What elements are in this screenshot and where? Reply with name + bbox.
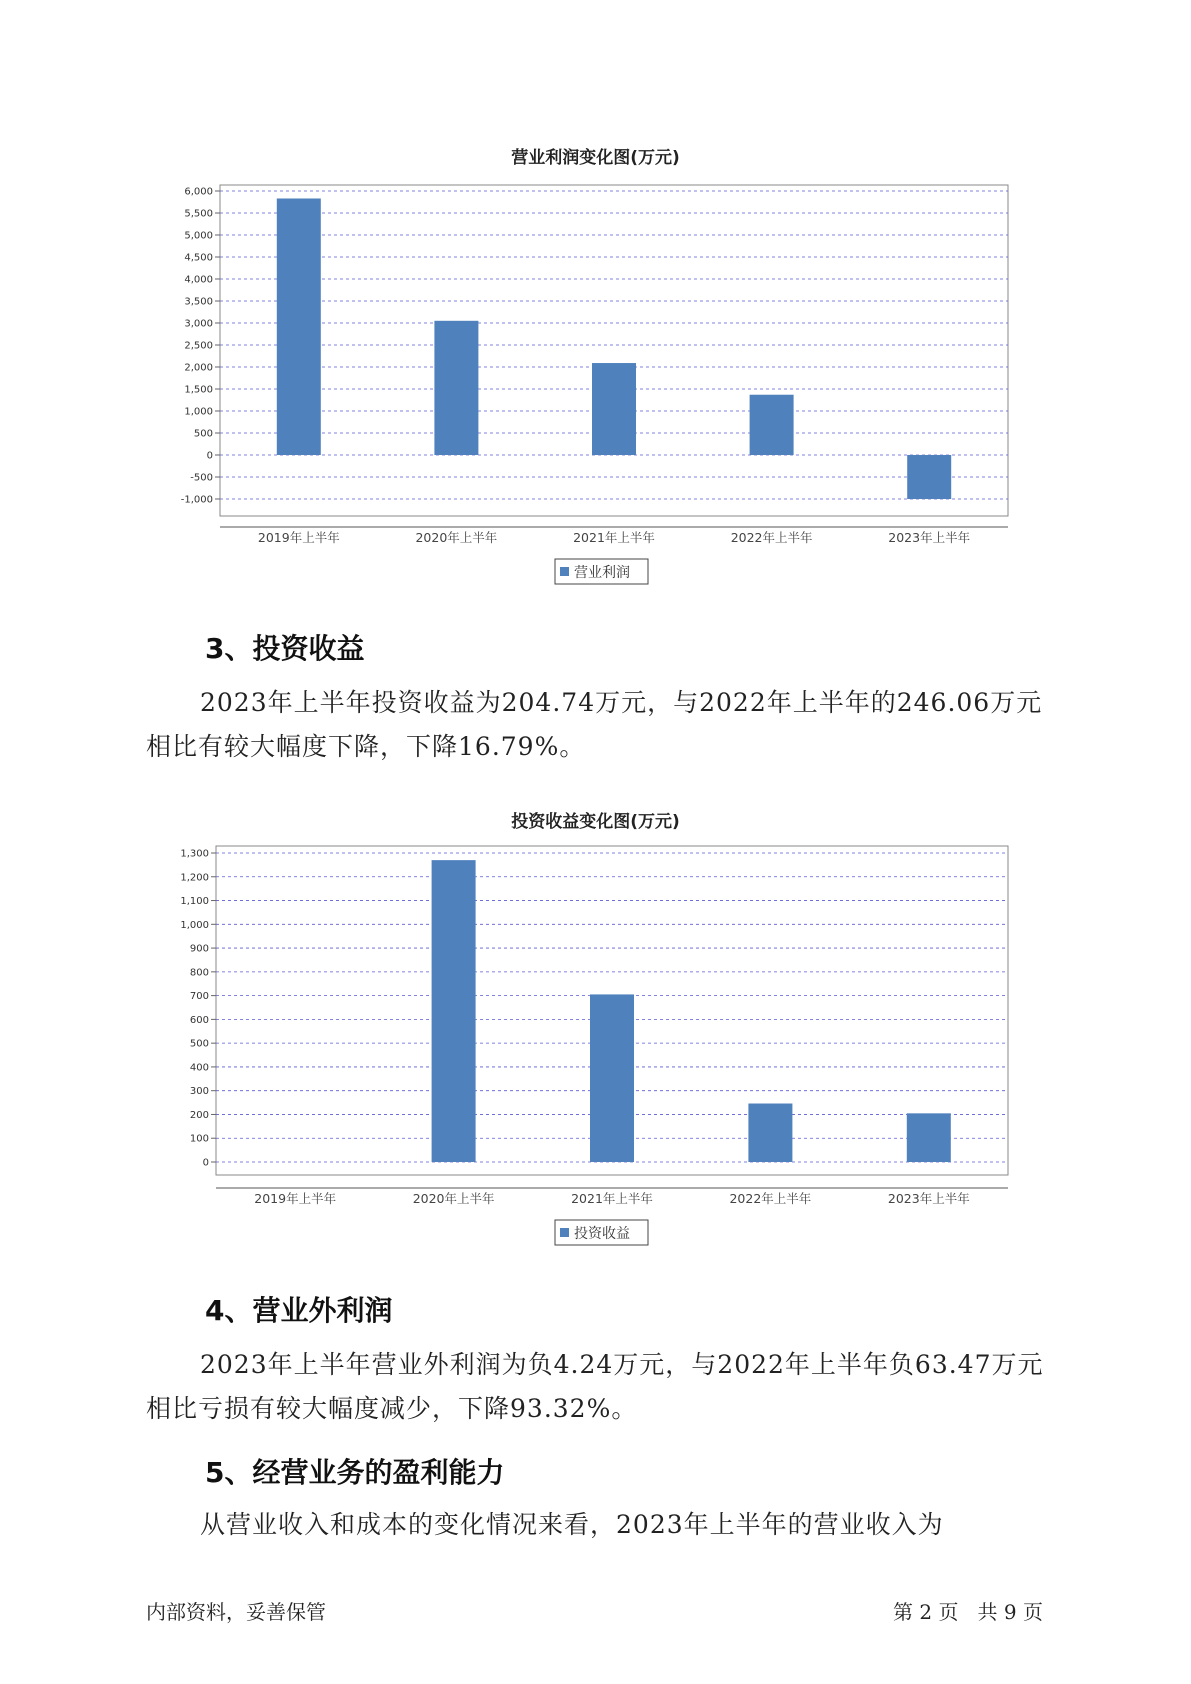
footer-page-number: 第 2 页 共 9 页 xyxy=(893,1600,1043,1624)
y-tick-label: 500 xyxy=(189,1038,209,1050)
section-heading-profitability: 5、经营业务的盈利能力 xyxy=(205,1456,505,1489)
y-tick-label: 400 xyxy=(189,1062,209,1074)
y-tick-label: 5,500 xyxy=(184,208,213,220)
chart-title-operating-profit: 营业利润变化图(万元) xyxy=(511,148,680,168)
section-heading-non-operating-profit: 4、营业外利润 xyxy=(205,1294,393,1327)
y-tick-label: 900 xyxy=(189,943,209,955)
category-label: 2022年上半年 xyxy=(730,530,813,545)
paragraph-line: 相比有较大幅度下降，下降16.79%。 xyxy=(146,732,586,761)
category-label: 2022年上半年 xyxy=(729,1191,812,1206)
paragraph-line: 2023年上半年营业外利润为负4.24万元，与2022年上半年负63.47万元 xyxy=(200,1350,1044,1379)
legend-swatch xyxy=(560,1228,569,1237)
legend-label: 投资收益 xyxy=(574,1226,630,1242)
category-label: 2019年上半年 xyxy=(257,530,340,545)
y-tick-label: -1,000 xyxy=(180,494,213,506)
category-label: 2021年上半年 xyxy=(571,1191,653,1206)
chart-title-investment-income: 投资收益变化图(万元) xyxy=(511,812,680,832)
y-tick-label: 1,300 xyxy=(180,848,209,860)
paragraph-line: 相比亏损有较大幅度减少，下降93.32%。 xyxy=(146,1394,638,1423)
footer-confidential: 内部资料，妥善保管 xyxy=(146,1600,326,1624)
y-tick-label: 100 xyxy=(189,1133,209,1145)
y-tick-label: 1,000 xyxy=(180,919,209,931)
y-tick-label: 5,000 xyxy=(184,230,213,242)
y-tick-label: 4,500 xyxy=(184,252,213,264)
y-tick-label: 1,000 xyxy=(184,406,213,418)
y-tick-label: 300 xyxy=(189,1086,209,1098)
y-tick-label: 3,500 xyxy=(184,296,213,308)
bar xyxy=(907,1113,951,1162)
legend-label: 营业利润 xyxy=(574,565,630,581)
category-label: 2023年上半年 xyxy=(887,1191,970,1206)
y-tick-label: 1,100 xyxy=(180,896,209,908)
y-tick-label: 2,500 xyxy=(184,340,213,352)
y-tick-label: 2,000 xyxy=(184,362,213,374)
paragraph-line: 2023年上半年投资收益为204.74万元，与2022年上半年的246.06万元 xyxy=(200,688,1043,717)
y-tick-label: 4,000 xyxy=(184,274,213,286)
y-tick-label: 0 xyxy=(202,1157,209,1169)
y-tick-label: 700 xyxy=(189,991,209,1003)
paragraph-non-operating-profit xyxy=(146,1343,1066,1431)
category-label: 2020年上半年 xyxy=(415,530,498,545)
y-tick-label: 800 xyxy=(189,967,209,979)
paragraph-profitability xyxy=(146,1503,1066,1547)
y-tick-label: 500 xyxy=(193,428,213,440)
bar xyxy=(748,1104,792,1162)
y-tick-label: 1,500 xyxy=(184,384,213,396)
paragraph-line: 从营业收入和成本的变化情况来看，2023年上半年的营业收入为 xyxy=(200,1510,944,1539)
category-label: 2019年上半年 xyxy=(254,1191,337,1206)
y-tick-label: -500 xyxy=(190,472,213,484)
section-heading-investment-income: 3、投资收益 xyxy=(205,632,365,665)
y-tick-label: 600 xyxy=(189,1014,209,1026)
category-label: 2021年上半年 xyxy=(573,530,655,545)
bar xyxy=(432,860,476,1162)
y-tick-label: 3,000 xyxy=(184,318,213,330)
bar xyxy=(590,994,634,1162)
y-tick-label: 6,000 xyxy=(184,186,213,198)
category-label: 2020年上半年 xyxy=(412,1191,495,1206)
y-tick-label: 0 xyxy=(206,450,213,462)
y-tick-label: 200 xyxy=(189,1109,209,1121)
y-tick-label: 1,200 xyxy=(180,872,209,884)
category-label: 2023年上半年 xyxy=(888,530,971,545)
